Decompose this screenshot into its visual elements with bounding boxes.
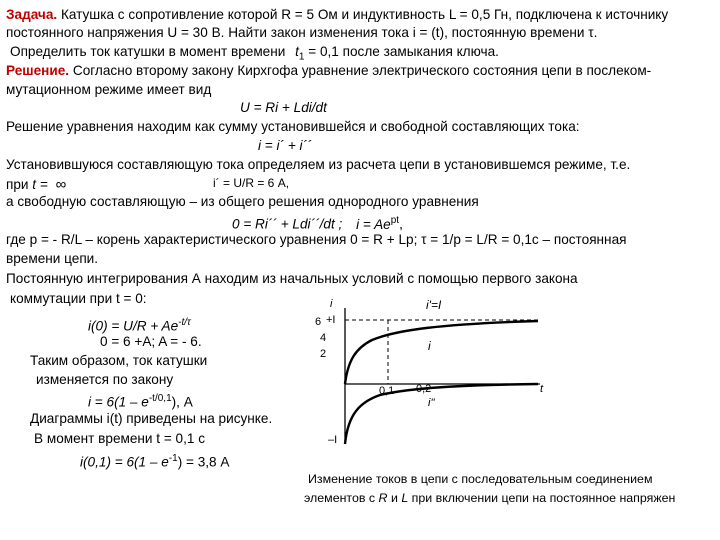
task-t-sub: 1 bbox=[298, 51, 305, 63]
solution-line-5 bbox=[6, 176, 66, 193]
solution-text-1: Согласно второму закону Кирхгофа уравнение электрического состояния цепи в послеком- bbox=[72, 63, 652, 78]
tick-2: 2 bbox=[320, 348, 327, 360]
equation-5 bbox=[88, 314, 191, 335]
solution-label: Решение. bbox=[6, 63, 70, 78]
task-label: Задача. bbox=[6, 7, 58, 22]
equation-4b: i = Ae bbox=[356, 216, 391, 232]
equation-7b: ), А bbox=[171, 394, 193, 410]
equation-7 bbox=[88, 390, 193, 411]
task-text-3a: Определить ток катушки в момент времени bbox=[10, 44, 286, 59]
tick-plus-i: +I bbox=[326, 314, 336, 326]
solution-line-13: Диаграммы i(t) приведены на рисунке. bbox=[30, 411, 273, 426]
x-tick-0-1: 0,1 bbox=[379, 385, 395, 397]
equation-8-sup: -1 bbox=[168, 453, 178, 464]
solution-line-12: изменяется по закону bbox=[36, 372, 174, 387]
x-axis-label: t bbox=[540, 383, 544, 395]
equation-7-sup: -t/0,1 bbox=[148, 393, 172, 404]
equation-1: U = Ri + Ldi/dt bbox=[240, 100, 327, 115]
task-line-1 bbox=[6, 6, 668, 23]
solution-line-11: Таким образом, ток катушки bbox=[30, 353, 208, 368]
curve-bottom-label: i'' bbox=[428, 397, 435, 409]
equation-8a: i(0,1) = 6(1 – e bbox=[80, 454, 169, 470]
solution-line-8: времени цепи. bbox=[6, 251, 99, 266]
caption-L: L bbox=[401, 491, 409, 505]
task-t: t bbox=[295, 44, 299, 59]
curve-top-label: i'=I bbox=[426, 298, 442, 312]
curve-i-double-prime bbox=[345, 384, 538, 444]
curve-i bbox=[345, 321, 538, 384]
solution-text-5t: t = bbox=[32, 177, 48, 192]
task-text-3b: = 0,1 после замыкания ключа. bbox=[308, 44, 499, 59]
caption-text-a: элементов с bbox=[304, 491, 376, 505]
solution-line-14: В момент времени t = 0,1 с bbox=[34, 431, 206, 446]
solution-line-7: где p = - R/L – корень характеристического уравнения 0 = R + Lp; τ = 1/p = L/R = 0,1c – постоянная bbox=[6, 232, 627, 247]
equation-4 bbox=[232, 212, 403, 233]
equation-2: i = i´ + i´´ bbox=[258, 138, 312, 153]
solution-line-9: Постоянную интегрирования А находим из начальных условий с помощью первого закона bbox=[6, 271, 578, 286]
solution-line-3: Решение уравнения находим как сумму установившейся и свободной составляющих тока: bbox=[6, 119, 580, 134]
infinity-symbol: ∞ bbox=[55, 176, 67, 193]
solution-line-6: а свободную составляющую – из общего решения однородного уравнения bbox=[6, 194, 479, 209]
task-line-2: постоянного напряжения U = 30 В. Найти закон изменения тока i = (t), постоянную времени τ. bbox=[6, 25, 598, 40]
tick-6: 6 bbox=[315, 316, 322, 328]
x-tick-0-2: 0,2 bbox=[416, 383, 432, 395]
solution-text-5a: при bbox=[6, 177, 29, 192]
figure-caption-line-2 bbox=[304, 489, 675, 508]
caption-text-b: при включении цепи на постоянное напряжен bbox=[411, 491, 676, 505]
solution-line-10: коммутации при t = 0: bbox=[10, 291, 147, 306]
caption-R: R bbox=[378, 491, 388, 505]
equation-8b: ) = 3,8 А bbox=[177, 454, 230, 470]
equation-4-sup: pt bbox=[390, 215, 400, 226]
equation-4a: 0 = Ri´´ + Ldi´´/dt ; bbox=[232, 216, 343, 232]
y-axis-label: i bbox=[330, 298, 333, 310]
tick-minus-i: –I bbox=[328, 434, 338, 446]
equation-8 bbox=[80, 450, 229, 471]
transient-current-diagram bbox=[300, 294, 560, 454]
equation-7a: i = 6(1 – e bbox=[88, 394, 149, 410]
tick-4: 4 bbox=[320, 332, 327, 344]
solution-line-2: мутационном режиме имеет вид bbox=[6, 82, 212, 97]
equation-6: 0 = 6 +A; A = - 6. bbox=[100, 334, 202, 349]
curve-i-label: i bbox=[428, 339, 431, 353]
equation-5a: i(0) = U/R + Ae bbox=[88, 318, 179, 334]
solution-line-4: Установившуюся составляющую тока определяем из расчета цепи в установившемся режиме, т.е. bbox=[6, 157, 631, 172]
caption-mid: и bbox=[390, 491, 398, 505]
equation-5-sup: -t/τ bbox=[178, 317, 191, 328]
equation-3: i´ = U/R = 6 А, bbox=[213, 176, 290, 190]
equation-4c: , bbox=[399, 216, 403, 232]
figure-caption-line-1: Изменение токов в цепи с последовательным соединением bbox=[308, 472, 653, 486]
task-text-1: Катушка с сопротивление которой R = 5 Ом и индуктивность L = 0,5 Гн, подключена к источнику bbox=[60, 7, 669, 22]
solution-line-1 bbox=[6, 62, 651, 79]
